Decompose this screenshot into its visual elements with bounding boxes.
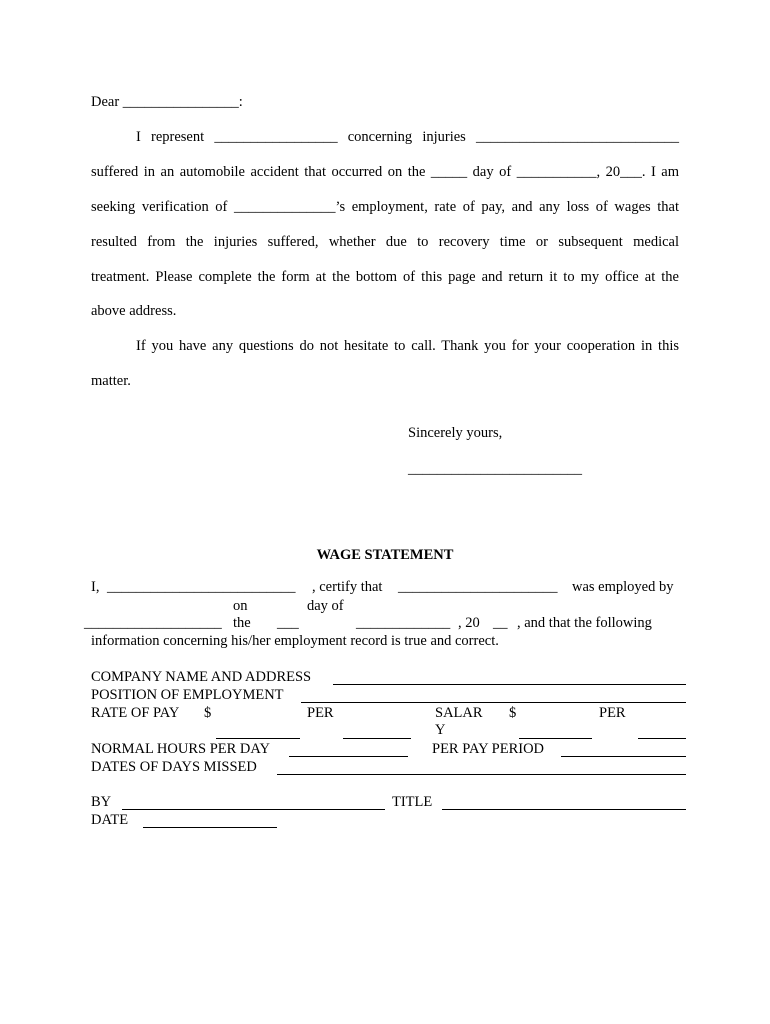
title-field[interactable]: [442, 809, 686, 810]
salary-period-field[interactable]: [638, 738, 686, 739]
per-rate-label: PER: [307, 705, 334, 721]
by-label: BY: [91, 794, 112, 810]
per-pay-period-field[interactable]: [561, 756, 686, 757]
letter-line-1: I represent _________________ concerning injuries ____________________________: [136, 129, 679, 145]
wage-statement-title: WAGE STATEMENT: [316, 547, 454, 563]
year-field[interactable]: __: [493, 615, 508, 631]
closing: Sincerely yours,: [408, 425, 503, 441]
dollar-sign-rate: $: [204, 705, 212, 721]
cert-employed-text: was employed by: [572, 579, 674, 595]
certifier-name-field[interactable]: __________________________: [107, 579, 296, 595]
company-label: COMPANY NAME AND ADDRESS: [91, 669, 312, 685]
salary-amount-field[interactable]: [519, 738, 592, 739]
cert-i: I,: [91, 579, 100, 595]
signature-line: ________________________: [408, 461, 582, 477]
letter-line-4: resulted from the injuries suffered, whether due to recovery time or subsequent medical: [91, 234, 679, 250]
by-field[interactable]: [122, 809, 385, 810]
salary-label-part1: SALAR: [435, 705, 483, 721]
info-line: information concerning his/her employment record is true and correct.: [91, 633, 499, 649]
rate-amount-field[interactable]: [216, 738, 300, 739]
letter-line-5: treatment. Please complete the form at the bottom of this page and return it to my office at the: [91, 269, 679, 285]
letter-line-3: seeking verification of ______________’s employment, rate of pay, and any loss of wages that: [91, 199, 679, 215]
hours-field[interactable]: [289, 756, 408, 757]
position-field[interactable]: [301, 702, 686, 703]
dates-missed-field[interactable]: [277, 774, 686, 775]
salary-label-part2: Y: [435, 722, 446, 738]
salutation: Dear ________________:: [91, 94, 243, 110]
day-field[interactable]: ___: [277, 615, 299, 631]
employee-name-field[interactable]: ______________________: [398, 579, 558, 595]
the-text: the: [233, 615, 251, 631]
following-text: , and that the following: [517, 615, 652, 631]
comma-20-text: , 20: [458, 615, 480, 631]
letter-line-2: suffered in an automobile accident that occurred on the _____ day of ___________, 20___. I am: [91, 164, 679, 180]
date-label: DATE: [91, 812, 129, 828]
dates-missed-label: DATES OF DAYS MISSED: [91, 759, 257, 775]
letter-line-6: above address.: [91, 303, 177, 319]
per-pay-period-label: PER PAY PERIOD: [432, 741, 545, 757]
rate-period-field[interactable]: [343, 738, 411, 739]
title-label: TITLE: [392, 794, 433, 810]
letter-line-8: matter.: [91, 373, 131, 389]
letter-line-7: If you have any questions do not hesitate to call. Thank you for your cooperation in this: [136, 338, 679, 354]
dollar-sign-salary: $: [509, 705, 517, 721]
per-salary-label: PER: [599, 705, 626, 721]
employer-field[interactable]: ___________________: [84, 615, 222, 631]
month-field[interactable]: _____________: [356, 615, 451, 631]
date-field[interactable]: [143, 827, 277, 828]
company-field[interactable]: [333, 684, 686, 685]
cert-certify-text: , certify that: [312, 579, 383, 595]
day-of-text: day of: [307, 598, 344, 614]
position-label: POSITION OF EMPLOYMENT: [91, 687, 284, 703]
rate-label: RATE OF PAY: [91, 705, 180, 721]
on-text: on: [233, 598, 248, 614]
hours-label: NORMAL HOURS PER DAY: [91, 741, 270, 757]
